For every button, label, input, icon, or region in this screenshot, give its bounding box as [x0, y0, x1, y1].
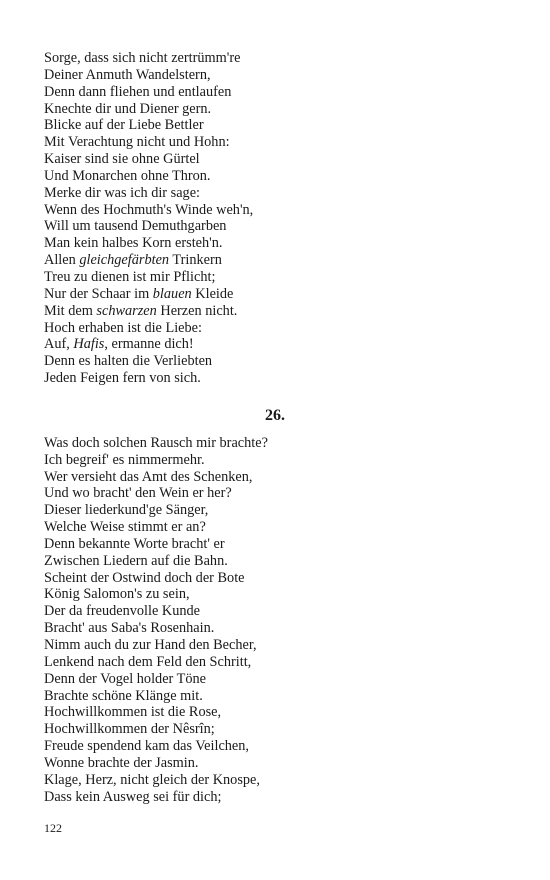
verse-line: Blicke auf der Liebe Bettler — [44, 117, 204, 134]
verse-text: Allen — [44, 252, 80, 269]
verse-line: Treu zu dienen ist mir Pflicht; — [44, 268, 216, 285]
verse-line: Knechte dir und Diener gern. — [44, 100, 212, 117]
verse-line: Deiner Anmuth Wandelstern, — [44, 66, 211, 83]
verse-line: Und Monarchen ohne Thron. — [44, 167, 211, 184]
verse-line: Wenn des Hochmuth's Winde weh'n, — [44, 201, 254, 218]
verse-line: Sorge, dass sich nicht zertrümm're — [44, 50, 241, 66]
verse-line: Man kein halbes Korn ersteh'n. — [44, 235, 223, 252]
verse-line: Ich begreif' es nimmermehr. — [44, 451, 205, 468]
verse-line: Bracht' aus Saba's Rosenhain. — [44, 620, 215, 637]
verse-line: Denn bekannte Worte bracht' er — [44, 535, 225, 552]
verse-line: Merke dir was ich dir sage: — [44, 184, 201, 201]
verse-text: Herzen nicht. — [156, 302, 238, 319]
emphasized-word: gleichgefärbten — [79, 252, 170, 269]
verse-text: , ermanne dich! — [104, 336, 194, 353]
verse-line: Der da freudenvolle Kunde — [44, 603, 201, 620]
verse-line: Scheint der Ostwind doch der Bote — [44, 569, 245, 586]
emphasized-word: blauen — [152, 285, 192, 302]
verse-text: Nur der Schaar im — [44, 285, 153, 302]
verse-line: Klage, Herz, nicht gleich der Knospe, — [44, 771, 260, 788]
verse-line: Was doch solchen Rausch mir brachte? — [44, 434, 268, 451]
emphasized-word: Hafis — [73, 336, 105, 353]
verse-line: Nimm auch du zur Hand den Becher, — [44, 637, 257, 653]
verse-line: Hoch erhaben ist die Liebe: — [44, 319, 202, 336]
verse-line: Freude spendend kam das Veilchen, — [44, 738, 250, 755]
verse-line: Welche Weise stimmt er an? — [44, 519, 206, 536]
verse-line: Dieser liederkund'ge Sänger, — [44, 502, 209, 519]
verse-line: Denn der Vogel holder Töne — [44, 670, 206, 687]
verse-text: Auf, — [44, 336, 74, 353]
verse-line: Denn es halten die Verliebten — [44, 353, 213, 370]
verse-text: Kleide — [191, 285, 234, 302]
page-body — [44, 50, 506, 805]
page-number: 122 — [44, 821, 62, 835]
verse-line: Dass kein Ausweg sei für dich; — [44, 788, 222, 805]
verse-text: Mit dem — [44, 302, 97, 319]
verse-line — [44, 286, 506, 303]
verse-line: Hochwillkommen ist die Rose, — [44, 704, 222, 721]
verse-line: König Salomon's zu sein, — [44, 586, 190, 603]
verse-line: Wer versieht das Amt des Schenken, — [44, 468, 253, 485]
poem-continuation — [44, 50, 506, 387]
verse-line: Hochwillkommen der Nêsrîn; — [44, 721, 215, 738]
poem-number-heading: 26. — [265, 406, 285, 424]
verse-line — [44, 252, 506, 269]
verse-line — [44, 303, 506, 320]
verse-line — [44, 336, 506, 353]
verse-line: Will um tausend Demuthgarben — [44, 218, 227, 235]
verse-line: Denn dann fliehen und entlaufen — [44, 83, 232, 100]
verse-line: Lenkend nach dem Feld den Schritt, — [44, 653, 252, 670]
verse-line: Wonne brachte der Jasmin. — [44, 754, 199, 771]
verse-line: Kaiser sind sie ohne Gürtel — [44, 151, 200, 168]
verse-text: Trinkern — [169, 252, 222, 269]
verse-line: Und wo bracht' den Wein er her? — [44, 485, 232, 502]
verse-line: Brachte schöne Klänge mit. — [44, 687, 203, 704]
poem-26 — [44, 435, 506, 806]
emphasized-word: schwarzen — [96, 302, 157, 319]
verse-line: Mit Verachtung nicht und Hohn: — [44, 134, 230, 151]
verse-line: Zwischen Liedern auf die Bahn. — [44, 552, 228, 569]
verse-line: Jeden Feigen fern von sich. — [44, 370, 201, 387]
